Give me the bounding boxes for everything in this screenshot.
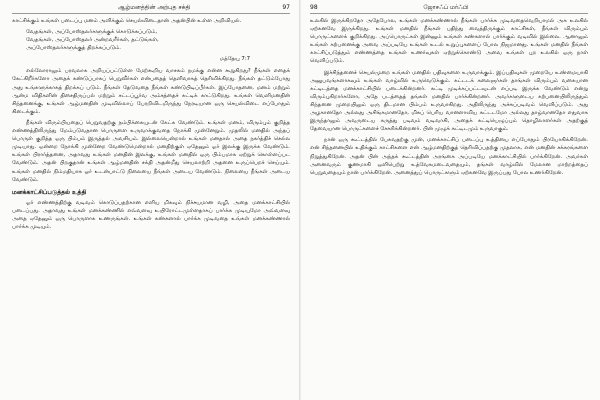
- quote-line-1: வேதங்கள், அப்போஸ்தலர்களுக்குக் கொடுக்கப்படும்,: [26, 29, 158, 36]
- left-paragraph-3: நீங்கள் விரும்பியதைப் பெறுவதற்கு நம்பிக்கையுடன் கேட்க வேண்டும். உங்கள் மனம், விரும்பும் குறித்த எண்ணத்திலிருந்து மேம்படுவதான பொருளை உருவாக்குவதை நோக்கி முன்னேறும். முதலில் மனதில் அந்தப் பொருள் குறித்த ஒரு பிம்பம் இருத்தல் அவசியம். இல்லையென்றால் உங்கள் மனதால் அதை நகர்த்திச் செல்ல முடியாது. ஒன்றை நோக்கி முன்னேற வேண்டுமென்றால் மனதிற்குள் ஏதேனும் ஓர் இலக்கு இருக்க வேண்டும். உங்கள் பிரார்த்தனை, அதாவது உங்கள் மனதின் இலக்கு, உங்கள் மனதில் ஒரு பிம்பமாக ஏற்றுக் கொள்ளப்பட வேண்டும். அதன் பிறகுதான் உங்கள் ஆழ்மனதின் சக்தி அதன்மீது செயலாற்றி அதனை உருப்பெறச் செய்யும். உங்கள் மனதில் நிம்மதியாக ஓர் உடன்பாட்டு நிலையை நீங்கள் அடைய வேண்டும். நிலையை நீங்கள் அடைய வேண்டும்.: [12, 119, 290, 183]
- right-paragraph-1: உலகில் இருக்கிறதோ அதேபோல, உங்கள் மனக்கண்ணால் நீங்கள் பார்க்க முடிவதைவெறியாமல் அக உலகில் ஏற்கனவே இருக்கிறது. உங்கள் மனதில் நீங்கள் பதிந்து வைத்திருக்கும் காட்சிகள், நீங்கள் விரும்பும் பொருட்களைக் குறிக்கிறது. அப்பொருட்கள் இன்னும் உங்கள் கண்களால் பார்க்கும் வடிவில் இல்லை. ஆனாலும் உங்கள் கற்பனைக்கு அவை அப்படியே உங்கள் உடல் உறுப்புகளைப் போல நிஜமானது. உங்கள் மனதில் நீங்கள் காட்சிப்படுத்தும் எண்ணத்தை உங்கள் உணர்வுகள் ஏற்றுக்கொண்டு அவை உங்கள் புற உலகில் ஒரு நாள் வெளிப்படும்.: [310, 18, 588, 65]
- quote-line-2: வேதங்கள், அப்போஸ்தலர் அன்றவரீர்கள், தட்டுங்கள்,: [26, 37, 159, 44]
- left-running-title: ஆழ்மனத்தின் அற்புத சக்தி: [117, 4, 191, 11]
- scripture-citation: மத்தேயு 7:7: [219, 56, 250, 63]
- right-paragraph-2: இச்சிந்தனைச் செயல்முறை உங்கள் மனதில் பதிவுகளை உருவாக்கும். இப்பதிவுகள் முறையே உண்மையாகி அனுபவங்களாகவும் உங்கள் வாழ்வில் உருவெடுக்கும். கட்டடக் கலைஞர்கள் தாங்கள் விரும்பும் வகையான கட்டிடத்தை மனக்காட்சியில் படைக்கின்றனர். கட்டி முடிக்கப்பட்டவுடன் எப்படி இருக்க வேண்டும் என்று விரும்புகிறார்களோ, அதே படத்தைத் தங்கள் மனதில் பார்க்கின்றனர். அவர்களுடைய கற்பனையிலிருந்தும் சிந்தனை முறையிலும் ஒரு திடமான பிம்பம் உருவாகிறது. அதிலிருந்து அச்சுப்படிவம் வெளிப்படும். அது அழகானதோ அல்லது அசிங்கமானதோ, மிகப் பெரிய வானளாவிய கட்டடமோ அல்லது தாழ்வானதோ எதுவாக இருந்தாலும் அவருடைய கருத்து படிவம் வடிவாகி, அதைக் கட்டியெழுப்பும் தொழிலாளர்கள் அதற்குத் தேவையான பொருட்களைச் சேகரிக்கின்றனர். பின் முழுக் கட்டிடமும் உருவாகும்.: [310, 69, 588, 133]
- right-running-title: ஜோசஃப் மர்ஃபி: [423, 4, 469, 11]
- left-paragraph-2: எல்லோராலும் பரவலாக அறியப்பட்டுள்ள மேற்கூறிய வாசகம் நமக்கு என்ன கூறுகிறது? நீங்கள் எதைக் கேட்கிறீர்களோ அதைக் கண்டுப்பாகப் பெறுவீர்கள் என்பதைத் தெளிவாகத் தெரிவிக்கிறது. நீங்கள் தட்டும்போது அது உங்களுக்காகத் திறக்கப் படும். நீங்கள் தேடுவதை நீங்கள் கண்டுபிடிப்பீர்கள். இப்போதனை, மனம் மற்றும் ஆன்ம விதிகளின் திசைதிருப்பல் மற்றும் சட்டப்பூர்வ அம்சத்தைச் சுட்டிக் காட்டுகிறது. உங்கள் வெளிமனதின் சிந்தனைக்கு, உங்கள் ஆழ்மனதின் முடிவில்லாப் பேரறிவிடமிருந்து நேரடியான ஒரு செயல்விடை எப்போதும் கிடைக்கும்.: [12, 68, 290, 115]
- right-paragraph-3: நான் ஒரு கூட்டத்தில் பேசுவதற்கு முன், மனக்காட்சிப் படைப்பு உத்தியை எப்போதும் பிரயோகிக்கிறேன். என் சிந்தனையில் உதிக்கும் காட்சிகளை என் ஆழ்மனதிற்குத் தெரிவிப்பதற்கு முதலாக, என் மனதின் சக்கரங்களை நிறுத்துகிறேன். அதன் பின் அந்தக் கூட்டத்தின் அரங்கை அப்படியே மனக்காட்சியில் பார்க்கிறேன். அவர்கள் அனைவரும் குணமாகி ஒளிபெற்று உத்வேகமடைவதையும், தங்கள் வாழ்வில் மேலான மாற்றத்தைப் பெறுவதையும் நான் பார்க்கிறேன். அனைத்துப் பொருட்களும் ஏற்கனவே இருப்பது போல உணர்கிறேன்.: [310, 137, 588, 176]
- right-page-number: 98: [310, 4, 318, 11]
- left-page-header: [12, 4, 290, 14]
- right-page: [300, 0, 600, 400]
- quote-line-3: அப்போஸ்தலர்களுக்குத் திறக்கப்படும்.: [26, 45, 121, 52]
- right-page-header: [310, 4, 588, 14]
- left-paragraph-4: ஓர் எண்ணத்திற்கு வடிவம் கொடுப்பதற்கான எளிய மிகவும் நிச்சயமான வழி, அதை மனக்காட்சியில் படைப்பது. அதாவது உங்கள் மனக்கண்ணில் எவ்வளவு உயிரோட்டமுள்ளதாகப் பார்க்க முடியுமோ அவ்வளவு அதை ஏதேனும் ஒரு பொருளாக உணருங்கள். உங்கள் கண்களால் பார்க்க முடிவதை உங்கள் மனக்கண்ணால் பார்க்க முடியும்.: [12, 199, 290, 230]
- left-page-number: 97: [282, 4, 290, 11]
- section-heading: மனக்காட்சிப்படுத்தல் உத்தி: [12, 188, 87, 196]
- left-paragraph-1: காட்சிக்கும் உங்கள் படைப்பு மனம் அளிக்கும் செயல்விடைதான் அதன்பின் உள்ள அறிவியல்.: [12, 18, 242, 24]
- scripture-quote: [26, 28, 290, 52]
